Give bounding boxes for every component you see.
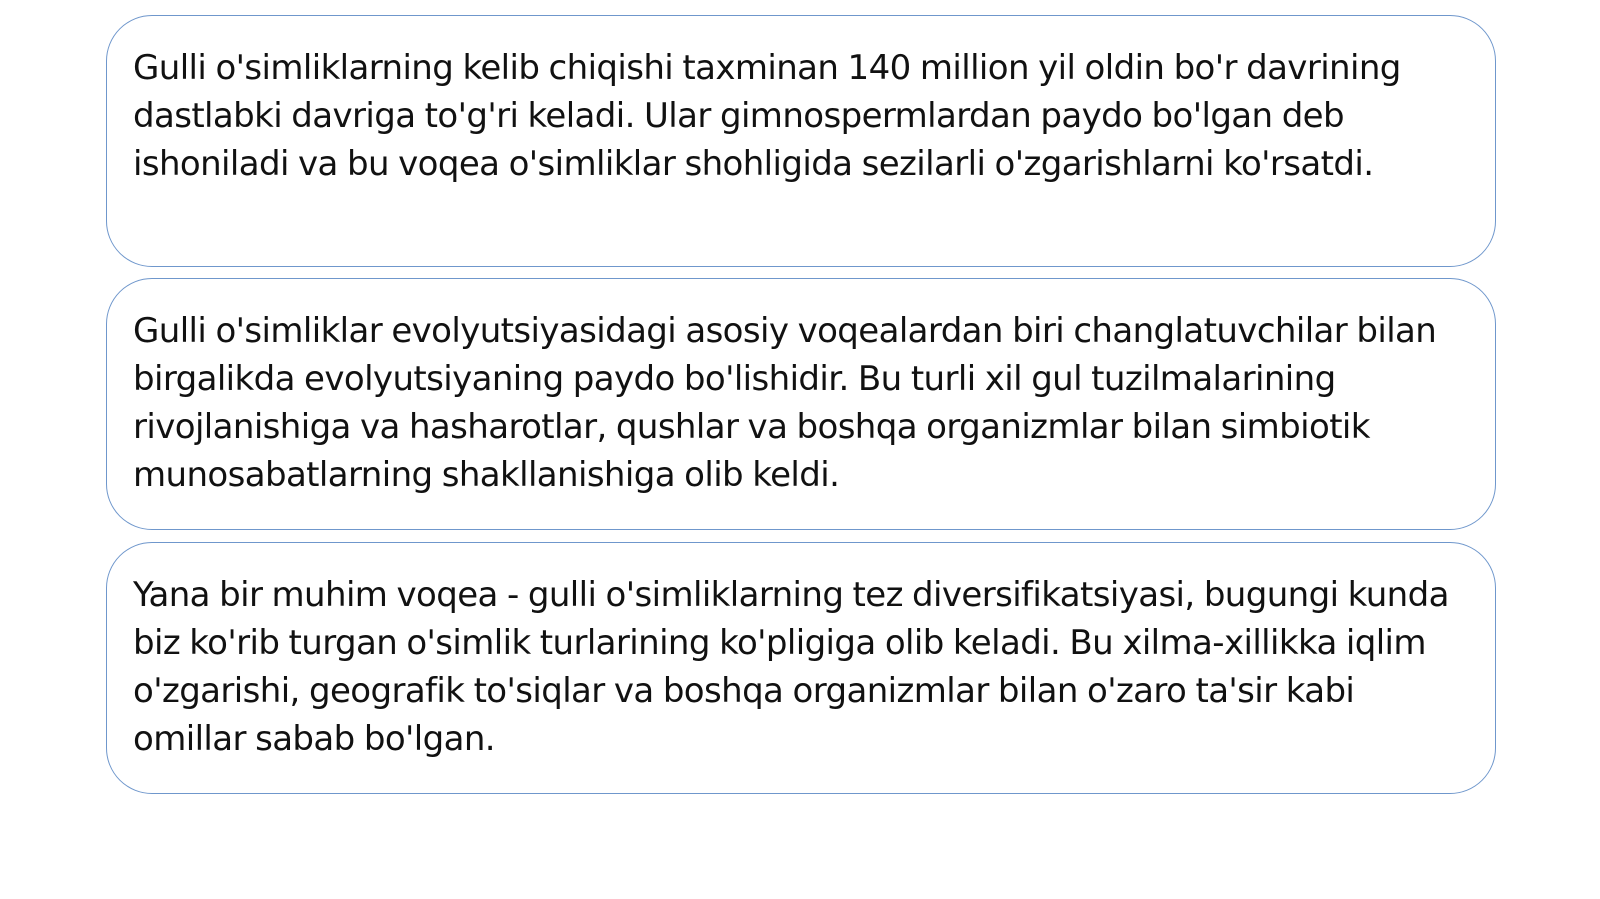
card-text: Gulli o'simliklar evolyutsiyasidagi asosiy voqealardan biri changlatuvchilar bilan birgalikda evolyutsiyaning paydo bo'lishidir. Bu turli xil gul tuzilmalarining rivojlanishiga va hasharotlar, qushlar va boshqa organizmlar bilan simbiotik munosabatlarning shakllanishiga olib keldi. [133, 311, 1437, 495]
text-card-origin [106, 15, 1496, 267]
text-card-coevolution [106, 278, 1496, 530]
text-card-diversification [106, 542, 1496, 794]
card-text: Yana bir muhim voqea - gulli o'simliklarning tez diversifikatsiyasi, bugungi kunda biz ko'rib turgan o'simlik turlarining ko'pligiga olib keladi. Bu xilma-xillikka iqlim o'zgarishi, geografik to'siqlar va boshqa organizmlar bilan o'zaro ta'sir kabi omillar sabab bo'lgan. [133, 575, 1449, 759]
card-text: Gulli o'simliklarning kelib chiqishi taxminan 140 million yil oldin bo'r davrining dastlabki davriga to'g'ri keladi. Ular gimnospermlardan paydo bo'lgan deb ishoniladi va bu voqea o'simliklar shohligida sezilarli o'zgarishlarni ko'rsatdi. [133, 48, 1401, 184]
